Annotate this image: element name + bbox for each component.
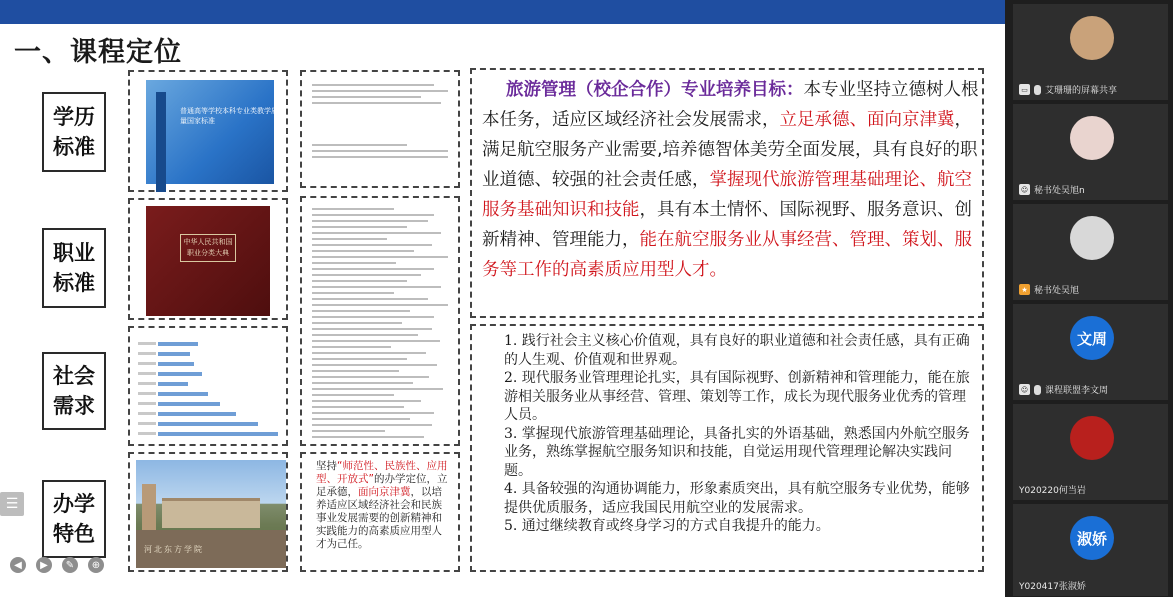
participant-tile[interactable]: [1013, 104, 1168, 200]
participant-name: Y020417张淑娇: [1019, 582, 1086, 592]
thumbnail-standard-document: [300, 70, 460, 188]
participant-avatar: [1070, 416, 1114, 460]
category-school-feature: [42, 480, 106, 558]
zoom-icon[interactable]: ⊕: [88, 557, 104, 573]
participant-name-row: [1019, 483, 1086, 496]
slide-controls: [10, 556, 104, 574]
thumbnail-occupation-document: [300, 196, 460, 446]
category-occupation-standard: [42, 228, 106, 308]
feature-text-box: [300, 452, 460, 572]
participant-name-row: [1019, 283, 1079, 296]
user-icon: ☺: [1020, 385, 1029, 394]
microphone-icon: [1034, 385, 1041, 395]
thumbnail-campus-photo: [128, 452, 288, 572]
screen-share-icon: ▭: [1019, 84, 1030, 95]
user-icon: ☺: [1020, 185, 1029, 194]
category-education-standard: [42, 92, 106, 172]
participant-avatar: [1070, 216, 1114, 260]
participant-name-row: [1019, 183, 1085, 196]
participant-avatar: 淑娇: [1070, 516, 1114, 560]
book-cover-title: 普通高等学校本科专业类教学质量国家标准: [180, 107, 278, 125]
next-slide-icon[interactable]: ▶: [36, 557, 52, 573]
training-goal-box: [470, 68, 984, 318]
participant-avatar: 文周: [1070, 316, 1114, 360]
category-social-demand: [42, 352, 106, 430]
objective-item: 1. 践行社会主义核心价值观，具有良好的职业道德和社会责任感，具有正确的人生观、价值观和世界观。: [504, 333, 970, 368]
objective-item: 5. 通过继续教育或终身学习的方式自我提升的能力。: [504, 518, 830, 534]
participant-name: 秘书处吴旭: [1034, 286, 1080, 296]
thumbnail-occupation-book: [128, 198, 288, 320]
category-label-line: 办学: [53, 492, 95, 516]
participant-name: 课程联盟李文周: [1045, 386, 1109, 396]
participant-name: Y020220何当岩: [1019, 486, 1086, 496]
category-label-line: 社会: [53, 364, 95, 388]
participant-tile[interactable]: [1013, 404, 1168, 500]
participant-avatar: [1070, 116, 1114, 160]
slide-top-bar: [0, 0, 1005, 24]
previous-slide-icon[interactable]: ◀: [10, 557, 26, 573]
participant-tile[interactable]: [1013, 304, 1168, 400]
participant-name-row: [1019, 579, 1086, 592]
category-label-line: 标准: [53, 135, 95, 159]
microphone-icon: [1034, 85, 1041, 95]
slide-title: 一、课程定位: [14, 37, 182, 68]
slide-menu-handle[interactable]: ☰: [0, 492, 24, 516]
participant-name: 秘书处吴旭n: [1034, 186, 1085, 196]
category-label-line: 职业: [53, 241, 95, 265]
participant-tile[interactable]: [1013, 504, 1168, 596]
category-label-line: 学历: [53, 105, 95, 129]
book-cover-image: [146, 80, 278, 184]
thumbnail-standards-book: [128, 70, 288, 192]
participant-name-row: [1019, 83, 1117, 96]
feature-text: 坚持“师范性、民族性、应用型、开放式”的办学定位，立足承德，面向京津冀，以培养适应区域经济社会和民族事业发展需要的创新精神和实践能力的高素质应用型人才为己任。: [316, 460, 448, 550]
objective-item: 3. 掌握现代旅游管理基础理论，具备扎实的外语基础，熟悉国内外航空服务业务，熟练掌握航空服务知识和技能，自觉运用现代管理理论解决实践问题。: [504, 425, 970, 479]
participant-tile[interactable]: [1013, 4, 1168, 100]
objectives-list-box: [470, 324, 984, 572]
campus-photo: [136, 460, 286, 568]
thumbnail-demand-chart: [128, 326, 288, 446]
participant-name: 艾珊珊的屏幕共享: [1045, 86, 1118, 96]
objective-item: 4. 具备较强的沟通协调能力，形象素质突出，具有航空服务专业优势，能够提供优质服务，适应我国民用航空业的发展需求。: [504, 481, 970, 516]
training-goal-text: 旅游管理（校企合作）专业培养目标：本专业坚持立德树人根本任务，适应区域经济社会发展需求，立足承德、面向京津冀，满足航空服务产业需要,培养德智体美劳全面发展，具有良好的职业道德、较强的社会责任感，掌握现代旅游管理基础理论、航空服务基础知识和技能，具有本土情怀、国际视野、服务意识、创新精神、管理能力，能在航空服务业从事经营、管理、策划、服务等工作的高素质应用型人才。: [482, 80, 979, 280]
host-badge-icon: ★: [1019, 284, 1030, 295]
category-label-line: 需求: [53, 394, 95, 418]
category-label-line: 特色: [53, 522, 95, 546]
participants-panel: [1005, 0, 1173, 597]
participant-avatar: [1070, 16, 1114, 60]
pen-icon[interactable]: ✎: [62, 557, 78, 573]
participant-name-row: [1019, 383, 1108, 396]
participant-tile[interactable]: [1013, 204, 1168, 300]
category-label-line: 标准: [53, 271, 95, 295]
objective-item: 2. 现代服务业管理理论扎实，具有国际视野、创新精神和管理能力，能在旅游相关服务业从事经营、管理、策划等工作，成长为现代服务业优秀的管理人员。: [504, 370, 970, 423]
campus-gate-text: 河北东方学院: [144, 545, 204, 554]
book-cover-title: 中华人民共和国职业分类大典: [180, 234, 236, 262]
book-cover-image: [146, 206, 270, 316]
